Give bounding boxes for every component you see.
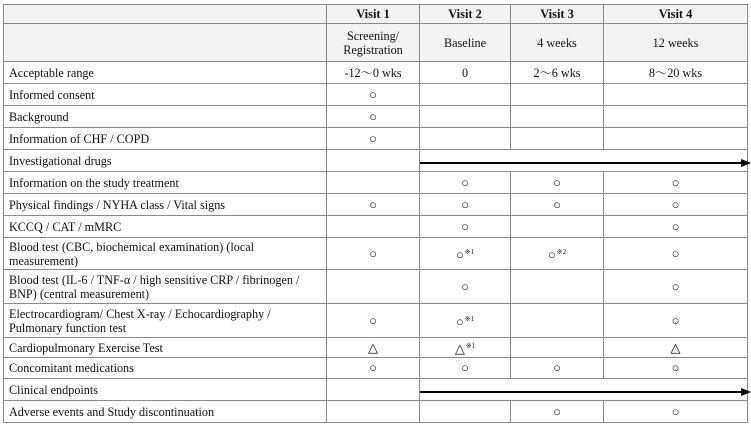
cell-visit-2 bbox=[420, 358, 511, 379]
timeline-arrow-cell bbox=[420, 150, 748, 172]
circle-mark: ○ bbox=[461, 218, 469, 234]
row-label: Blood test (IL-6 / TNF-α / high sensitive CRP / fibrinogen / BNP) (central measurement) bbox=[4, 270, 327, 304]
schedule-table bbox=[3, 4, 748, 423]
cell-visit-2 bbox=[420, 128, 511, 150]
cell-visit-2 bbox=[420, 338, 511, 358]
arrow-icon bbox=[420, 388, 747, 396]
circle-mark: ○ bbox=[369, 360, 377, 375]
row-label: Physical findings / NYHA class / Vital signs bbox=[4, 194, 327, 216]
cell-visit-4 bbox=[604, 128, 748, 150]
cell-visit-2 bbox=[420, 270, 511, 304]
arrowhead-icon bbox=[741, 159, 751, 167]
table-row bbox=[4, 238, 748, 270]
header-timepoint-4: 12 weeks bbox=[604, 24, 748, 62]
cell-visit-4 bbox=[604, 338, 748, 358]
header-visit-3: Visit 3 bbox=[511, 5, 604, 24]
cell-visit-1 bbox=[327, 270, 420, 304]
circle-mark: ○ bbox=[461, 278, 469, 294]
circle-mark: ○ bbox=[553, 403, 561, 419]
cell-visit-1 bbox=[327, 128, 420, 150]
row-label: Information of CHF / COPD bbox=[4, 128, 327, 150]
circle-mark: ○ bbox=[553, 174, 561, 190]
header-timepoint-1: Screening/ Registration bbox=[327, 24, 420, 62]
header-visit-2: Visit 2 bbox=[420, 5, 511, 24]
circle-mark: ○ bbox=[369, 245, 377, 261]
arrowhead-icon bbox=[741, 388, 751, 396]
footnote-mark: ※2 bbox=[556, 248, 567, 256]
header-timepoint-2: Baseline bbox=[420, 24, 511, 62]
cell-visit-4 bbox=[604, 401, 748, 423]
header-corner-cell bbox=[4, 5, 327, 24]
row-label: Adverse events and Study discontinuation bbox=[4, 401, 327, 423]
circle-mark: ○ bbox=[553, 196, 561, 212]
cell-visit-1 bbox=[327, 338, 420, 358]
cell-visit-4 bbox=[604, 216, 748, 238]
row-label: Investigational drugs bbox=[4, 150, 327, 172]
cell-visit-4 bbox=[604, 106, 748, 128]
cell-visit-2 bbox=[420, 304, 511, 338]
header-visits-row bbox=[4, 5, 748, 24]
table-row bbox=[4, 270, 748, 304]
cell-visit-3 bbox=[511, 106, 604, 128]
cell-visit-2 bbox=[420, 62, 511, 84]
cell-visit-1 bbox=[327, 216, 420, 238]
circle-mark: ○ bbox=[671, 360, 680, 375]
circle-mark: ○ bbox=[455, 247, 464, 262]
table-row bbox=[4, 401, 748, 423]
triangle-mark: △ bbox=[454, 341, 465, 356]
table-row bbox=[4, 358, 748, 379]
footnote-mark: ※1 bbox=[464, 315, 475, 323]
cell-visit-1 bbox=[327, 238, 420, 270]
cell-visit-2 bbox=[420, 194, 511, 216]
circle-mark: ○ bbox=[455, 314, 464, 329]
table-row bbox=[4, 194, 748, 216]
cell-value: -12〜0 wks bbox=[344, 65, 402, 80]
cell-visit-1 bbox=[327, 194, 420, 216]
cell-visit-3 bbox=[511, 128, 604, 150]
cell-visit-3 bbox=[511, 358, 604, 379]
cell-visit-3 bbox=[511, 172, 604, 194]
table-row bbox=[4, 128, 748, 150]
row-label: Blood test (CBC, biochemical examination) (local measurement) bbox=[4, 238, 327, 270]
cell-visit-1 bbox=[327, 84, 420, 106]
timeline-arrow bbox=[420, 151, 747, 171]
cell-visit-4 bbox=[604, 84, 748, 106]
cell-visit-4 bbox=[604, 238, 748, 270]
cell-visit-3 bbox=[511, 84, 604, 106]
circle-mark: ○ bbox=[553, 360, 561, 375]
cell-visit-3 bbox=[511, 238, 604, 270]
cell-visit-4 bbox=[604, 172, 748, 194]
cell-visit-1 bbox=[327, 401, 420, 423]
footnote-mark: ※1 bbox=[464, 248, 475, 256]
cell-visit-3 bbox=[511, 194, 604, 216]
row-label: Information on the study treatment bbox=[4, 172, 327, 194]
empty-cell bbox=[327, 150, 420, 172]
circle-mark: ○ bbox=[461, 360, 469, 375]
cell-visit-2 bbox=[420, 172, 511, 194]
row-label: Concomitant medications bbox=[4, 358, 327, 379]
circle-mark: ○ bbox=[369, 130, 377, 146]
circle-mark: ○ bbox=[547, 247, 556, 262]
circle-mark: ○ bbox=[369, 86, 377, 102]
cell-value: 0 bbox=[461, 65, 469, 80]
table-row bbox=[4, 379, 748, 401]
triangle-mark: △ bbox=[670, 339, 681, 355]
table-row bbox=[4, 84, 748, 106]
header-visit-1: Visit 1 bbox=[327, 5, 420, 24]
row-label: KCCQ / CAT / mMRC bbox=[4, 216, 327, 238]
footnote-mark: ※1 bbox=[465, 342, 476, 350]
circle-mark: ○ bbox=[671, 218, 680, 234]
arrow-icon bbox=[420, 159, 747, 167]
cell-visit-2 bbox=[420, 401, 511, 423]
cell-visit-4 bbox=[604, 358, 748, 379]
table-row bbox=[4, 216, 748, 238]
table-row bbox=[4, 304, 748, 338]
circle-mark: ○ bbox=[461, 174, 469, 190]
timeline-arrow-cell bbox=[420, 379, 748, 401]
circle-mark: ○ bbox=[369, 312, 377, 328]
circle-mark: ○ bbox=[461, 196, 469, 212]
cell-visit-1 bbox=[327, 62, 420, 84]
cell-visit-3 bbox=[511, 62, 604, 84]
table-row bbox=[4, 106, 748, 128]
cell-visit-3 bbox=[511, 270, 604, 304]
cell-visit-1 bbox=[327, 358, 420, 379]
cell-visit-2 bbox=[420, 84, 511, 106]
table-row bbox=[4, 172, 748, 194]
circle-mark: ○ bbox=[671, 196, 680, 212]
circle-mark: ○ bbox=[671, 403, 680, 419]
table-row bbox=[4, 150, 748, 172]
cell-visit-4 bbox=[604, 62, 748, 84]
cell-visit-2 bbox=[420, 238, 511, 270]
row-label: Informed consent bbox=[4, 84, 327, 106]
table-row bbox=[4, 62, 748, 84]
empty-cell bbox=[327, 379, 420, 401]
header-timepoints-row bbox=[4, 24, 748, 62]
row-label: Background bbox=[4, 106, 327, 128]
triangle-mark: △ bbox=[368, 339, 378, 355]
row-label: Acceptable range bbox=[4, 62, 327, 84]
circle-mark: ○ bbox=[671, 245, 680, 261]
header-timepoint-3: 4 weeks bbox=[511, 24, 604, 62]
circle-mark: ○ bbox=[369, 196, 377, 212]
cell-visit-2 bbox=[420, 106, 511, 128]
cell-visit-4 bbox=[604, 304, 748, 338]
cell-visit-1 bbox=[327, 304, 420, 338]
timeline-arrow bbox=[420, 380, 747, 400]
cell-visit-3 bbox=[511, 401, 604, 423]
cell-visit-1 bbox=[327, 106, 420, 128]
cell-value: 8〜20 wks bbox=[648, 65, 703, 80]
cell-visit-3 bbox=[511, 216, 604, 238]
header-corner-cell-2 bbox=[4, 24, 327, 62]
cell-value: 2〜6 wks bbox=[533, 65, 581, 80]
cell-visit-2 bbox=[420, 216, 511, 238]
row-label: Electrocardiogram/ Chest X-ray / Echocardiography / Pulmonary function test bbox=[4, 304, 327, 338]
circle-mark: ○ bbox=[671, 174, 680, 190]
circle-mark: ○ bbox=[671, 278, 680, 294]
cell-visit-3 bbox=[511, 338, 604, 358]
cell-visit-1 bbox=[327, 172, 420, 194]
cell-visit-3 bbox=[511, 304, 604, 338]
table-row bbox=[4, 338, 748, 358]
row-label: Cardiopulmonary Exercise Test bbox=[4, 338, 327, 358]
row-label: Clinical endpoints bbox=[4, 379, 327, 401]
cell-visit-4 bbox=[604, 270, 748, 304]
circle-mark: ○ bbox=[671, 312, 680, 328]
header-visit-4: Visit 4 bbox=[604, 5, 748, 24]
cell-visit-4 bbox=[604, 194, 748, 216]
circle-mark: ○ bbox=[369, 108, 377, 124]
